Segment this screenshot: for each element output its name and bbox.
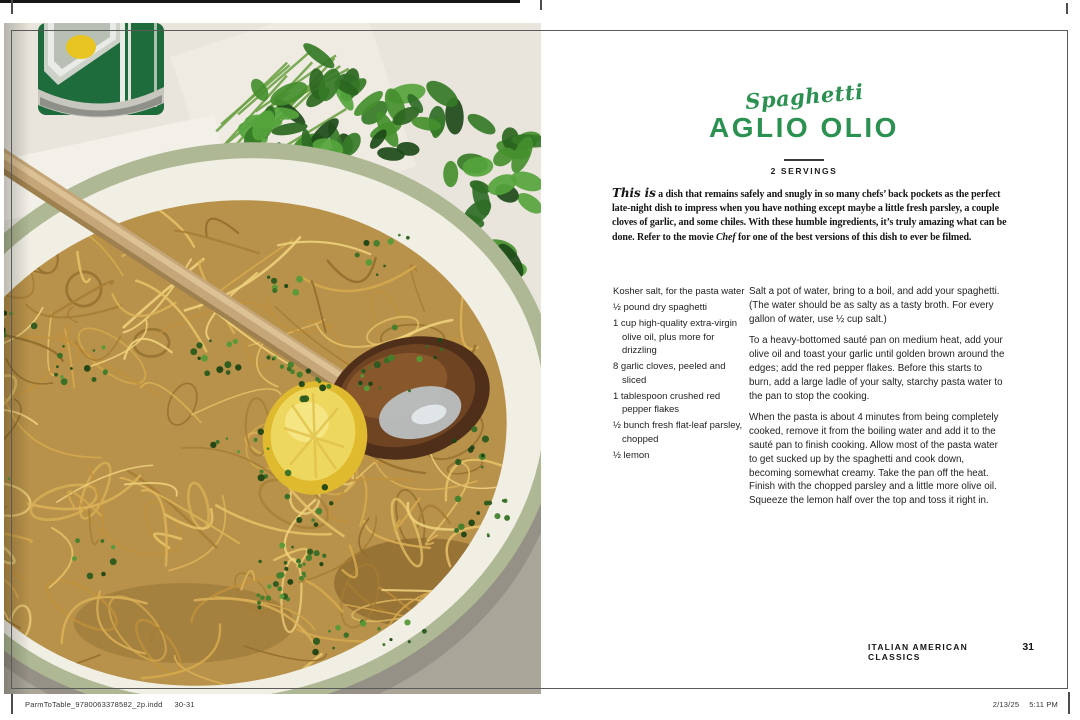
ingredient-item: ½ lemon <box>613 449 650 461</box>
crop-mark-bottom-right <box>1068 692 1070 714</box>
olive-oil-tin <box>38 23 164 118</box>
script-title: Spaghetti <box>743 78 865 115</box>
running-footer <box>868 641 1034 662</box>
ingredient-item: 8 garlic cloves, peeled and sliced <box>613 361 726 386</box>
ingredient-item: ½ bunch fresh flat-leaf parsley, chopped <box>613 420 743 445</box>
ingredient-item: 1 tablespoon crushed red pepper flakes <box>613 390 721 415</box>
recipe-photo <box>4 23 541 694</box>
section-label: ITALIAN AMERICAN CLASSICS <box>868 642 968 662</box>
servings-label: 2 SERVINGS <box>770 166 838 176</box>
method-step: Salt a pot of water, bring to a boil, and add your spaghetti. (The water should be as salty as a tasty broth. For every gallon of water, use ½ cup salt.) <box>749 286 1000 325</box>
page-title: AGLIO OLIO <box>709 112 899 143</box>
slug-time: 5:11 PM <box>1029 700 1058 709</box>
intro-body: a dish that remains safely and snugly in so many chefs’ back pockets as the perfect late-night dish to impress when you have nothing except maybe a little fresh parsley, a couple cloves of garlic, and some chiles. With these humble ingredients, it’s truly amazing what can be done. Refer to the movie <box>612 189 1007 243</box>
crop-mark-bottom-left <box>11 694 13 714</box>
photo-vignette <box>4 23 30 694</box>
method-step: When the pasta is about 4 minutes from being completely cooked, remove it from the boiling water and add it to the sauté pan to finish cooking. Allow most of the pasta water to get sucked up by the spaghetti and cook down, becoming somewhat creamy. Take the pan off the heat. Finish with the chopped parsley and a little more olive oil. Squeeze the lemon half over the top and toss it right in. <box>749 412 999 507</box>
slug-filename: ParmToTable_9780063378582_2p.indd <box>25 700 163 709</box>
recipe-intro <box>612 186 1014 245</box>
scan-edge-line <box>0 0 520 3</box>
crop-mark-top-right <box>1066 3 1068 14</box>
method-column <box>749 285 1007 516</box>
method-step: To a heavy-bottomed sauté pan on medium heat, add your olive oil and toast your garlic until golden brown around the edges; add the red pepper flakes. Before this starts to burn, add a large ladle of your salty, starchy pasta water to the pan to stop the cooking. <box>749 335 1005 402</box>
ingredient-item: Kosher salt, for the pasta water <box>613 286 745 297</box>
slug-date: 2/13/25 <box>992 700 1020 709</box>
slug-pages: 30-31 <box>174 700 195 709</box>
intro-end: for one of the best versions of this dish to ever be filmed. <box>735 231 972 243</box>
slug-left <box>25 700 195 709</box>
crop-mark-top-left <box>11 0 13 14</box>
ingredient-item: 1 cup high-quality extra-virgin olive oil, plus more for drizzling <box>613 318 738 356</box>
ingredient-list <box>613 285 747 465</box>
recipe-kicker <box>541 78 1067 115</box>
page-number: 31 <box>1022 641 1034 653</box>
crop-mark-top-center <box>540 0 542 10</box>
intro-movie-title: Chef <box>715 231 736 243</box>
slug-right <box>880 700 1058 709</box>
ingredient-item: ½ pound dry spaghetti <box>613 302 708 313</box>
title-divider-rule <box>784 159 824 161</box>
intro-lead-script: This is <box>612 186 656 200</box>
